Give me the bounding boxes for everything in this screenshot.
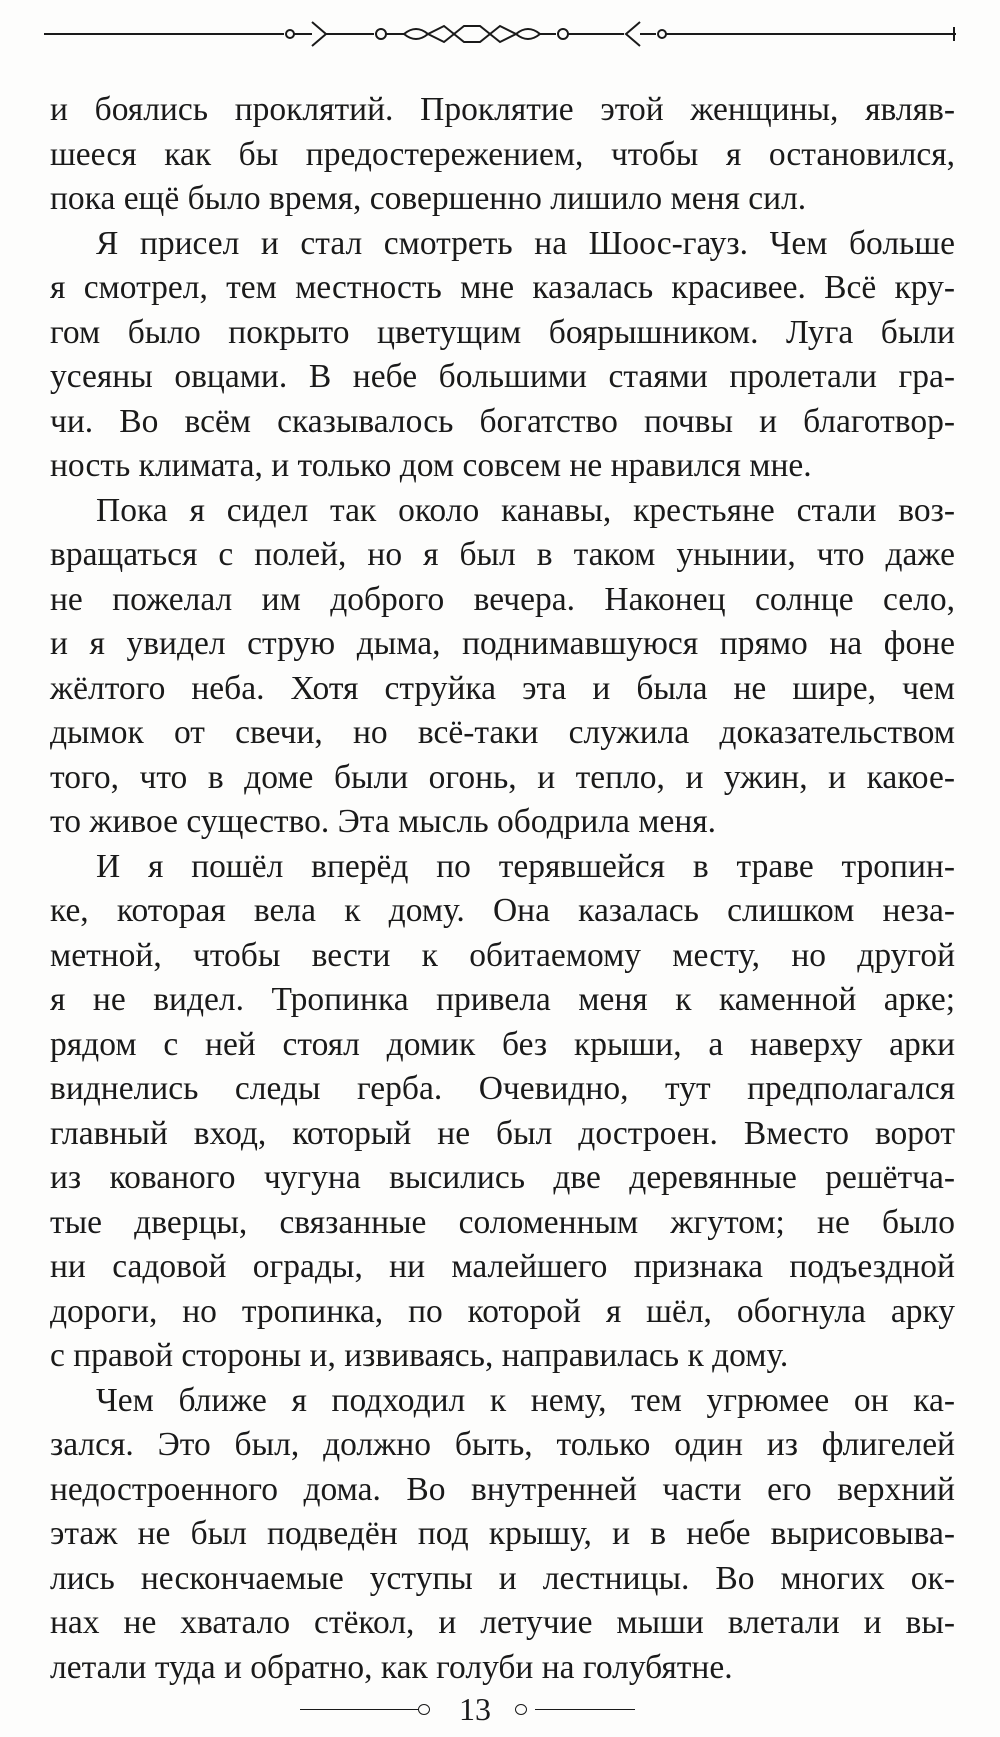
text-line: жёлтого неба. Хотя струйка эта и была не шире, чем <box>50 669 955 707</box>
text-line: не пожелал им доброго вечера. Наконец солнце село, <box>50 580 955 618</box>
text-line: гом было покрыто цветущим боярышником. Луга были <box>50 313 955 351</box>
text-line: рядом с ней стоял домик без крыши, а наверху арки <box>50 1025 955 1063</box>
text-line: тые дверцы, связанные соломенным жгутом; не было <box>50 1203 955 1241</box>
footer-rule-right <box>535 1709 635 1710</box>
text-line: этаж не был подведён под крышу, и в небе вырисовыва- <box>50 1515 955 1552</box>
text-line: то живое существо. Эта мысль ободрила меня. <box>50 803 717 840</box>
text-line: того, что в доме были огонь, и тепло, и ужин, и какое- <box>50 758 955 796</box>
footer-rule-left <box>300 1709 425 1710</box>
text-line: нах не хватало стёкол, и летучие мыши влетали и вы- <box>50 1604 955 1641</box>
paragraph <box>50 489 955 845</box>
text-line: дымок от свечи, но всё-таки служила доказательством <box>50 714 955 751</box>
text-line: летали туда и обратно, как голуби на голубятне. <box>50 1648 733 1686</box>
text-line: И я пошёл вперёд по терявшейся в траве тропин- <box>96 847 955 885</box>
text-line: лись нескончаемые уступы и лестницы. Во многих ок- <box>50 1559 955 1597</box>
paragraph <box>50 1379 955 1691</box>
paragraph <box>50 88 955 222</box>
text-line: и боялись проклятий. Проклятие этой женщины, являв- <box>50 91 955 128</box>
text-line: Чем ближе я подходил к нему, тем угрюмее он ка- <box>96 1381 955 1419</box>
text-line: Я присел и стал смотреть на Шоос-гауз. Чем больше <box>96 224 955 262</box>
text-line: виднелись следы герба. Очевидно, тут предполагался <box>50 1070 955 1107</box>
text-line: я не видел. Тропинка привела меня к каменной арке; <box>50 981 955 1018</box>
text-line: дороги, но тропинка, по которой я шёл, обогнула арку <box>50 1292 955 1330</box>
text-line: ни садовой ограды, ни малейшего признака подъездной <box>50 1248 955 1285</box>
text-line: главный вход, который не был достроен. Вместо ворот <box>50 1114 955 1152</box>
text-line: зался. Это был, должно быть, только один из флигелей <box>50 1426 955 1463</box>
text-line: ке, которая вела к дому. Она казалась слишком неза- <box>50 892 955 929</box>
text-line: шееся как бы предостережением, чтобы я остановился, <box>50 135 955 173</box>
page-number: 13 <box>459 1691 491 1727</box>
text-line: Пока я сидел так около канавы, крестьяне стали воз- <box>96 491 955 529</box>
text-line: вращаться с полей, но я был в таком унынии, что даже <box>50 536 955 573</box>
footer-ornament-dot-left <box>418 1704 430 1715</box>
text-line: пока ещё было время, совершенно лишило меня сил. <box>50 180 807 217</box>
footer-ornament-dot-right <box>515 1704 527 1715</box>
paragraph <box>50 222 955 489</box>
text-line: усеяны овцами. В небе большими стаями пролетали гра- <box>50 358 955 395</box>
text-line: и я увидел струю дыма, поднимавшуюся прямо на фоне <box>50 625 955 662</box>
paragraph <box>50 845 955 1379</box>
text-line: недостроенного дома. Во внутренней части его верхний <box>50 1470 955 1508</box>
body-text <box>50 88 955 1690</box>
text-line: из кованого чугуна высились две деревянные решётча- <box>50 1159 955 1196</box>
page-footer <box>300 1690 700 1730</box>
text-line: чи. Во всём сказывалось богатство почвы и благотвор- <box>50 402 955 440</box>
text-line: ность климата, и только дом совсем не нравился мне. <box>50 447 812 484</box>
text-line: с правой стороны и, извиваясь, направилась к дому. <box>50 1337 789 1374</box>
text-line: я смотрел, тем местность мне казалась красивее. Всё кру- <box>50 269 955 306</box>
text-line: метной, чтобы вести к обитаемому месту, но другой <box>50 936 955 974</box>
header-ornament <box>44 14 956 54</box>
